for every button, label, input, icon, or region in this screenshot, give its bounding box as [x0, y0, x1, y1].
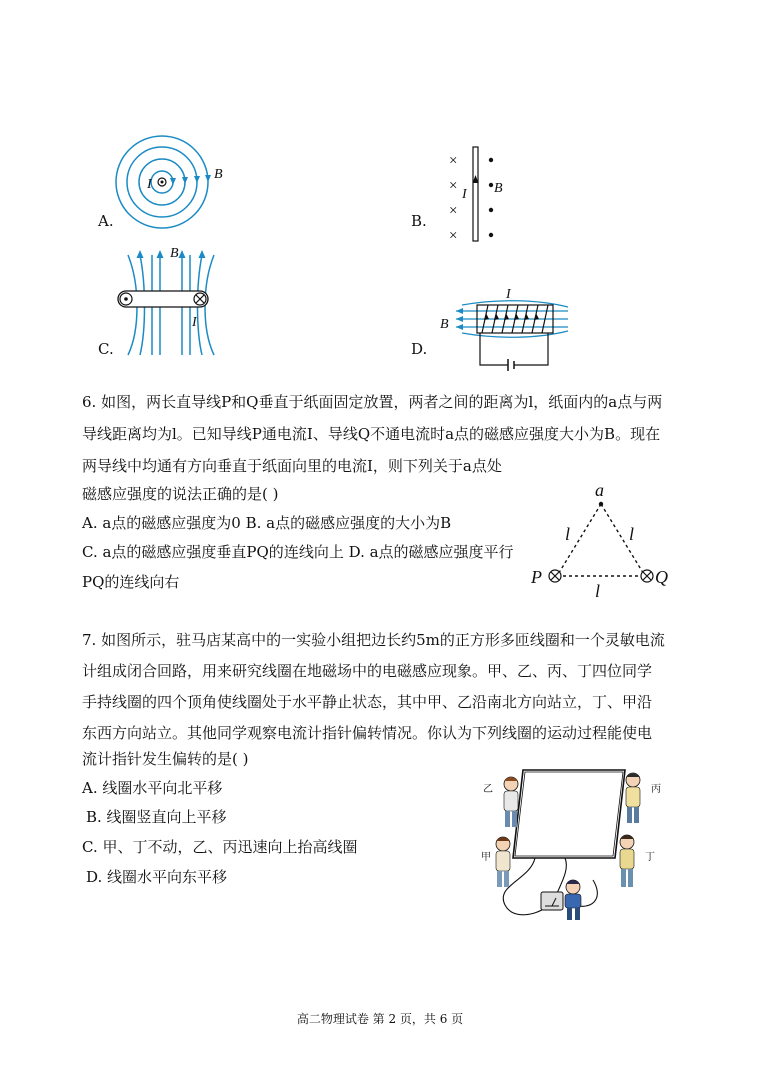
- fig-d-field-label: B: [440, 317, 449, 332]
- q6-triangle-figure: [525, 478, 675, 603]
- q6-point-q: Q: [655, 567, 668, 587]
- q6-options-cd: C. a点的磁感应强度垂直PQ的连线向上 D. a点的磁感应强度平行: [82, 543, 514, 561]
- svg-text:×: ×: [449, 203, 458, 219]
- q7-option-b: B. 线圈竖直向上平移: [86, 808, 227, 826]
- svg-text:×: ×: [449, 178, 458, 194]
- page-footer: 高二物理试卷 第 2 页，共 6 页: [296, 1012, 464, 1026]
- fig-a-current-label: I: [147, 177, 152, 192]
- q7-line-4: 东西方向站立。其他同学观察电流计指针偏转情况。你认为下列线圈的运动过程能使电: [82, 724, 653, 742]
- fig-b-current-label: I: [462, 187, 467, 202]
- q7-label-bing: 丙: [651, 784, 661, 795]
- figure-a-circular-field: [110, 130, 240, 230]
- figure-d-solenoid: [436, 283, 576, 373]
- fig-b-field-label: B: [494, 181, 503, 196]
- q7-label-yi: 乙: [483, 784, 493, 795]
- q6-side-left: l: [565, 524, 571, 544]
- figure-c-wire-pair: [112, 240, 232, 360]
- q7-line-1: 7. 如图所示，驻马店某高中的一实验小组把边长约5m的正方形多匝线圈和一个灵敏电流: [82, 631, 665, 649]
- q6-line-4: 磁感应强度的说法正确的是( ): [82, 485, 279, 503]
- svg-text:×: ×: [449, 228, 458, 244]
- q7-line-5: 流计指针发生偏转的是( ): [82, 750, 249, 768]
- q6-line-1: 6. 如图，两长直导线P和Q垂直于纸面固定放置，两者之间的距离为l，纸面内的a点与两: [82, 393, 663, 411]
- q7-line-3: 手持线圈的四个顶角使线圈处于水平静止状态，其中甲、乙沿南北方向站立，丁、甲沿: [82, 693, 653, 711]
- figure-b-straight-wire: [443, 145, 513, 245]
- q6-side-bottom: l: [595, 581, 601, 601]
- fig-d-current-label: I: [506, 287, 511, 302]
- fig-c-current-label: I: [192, 315, 197, 330]
- q7-line-2: 计组成闭合回路，用来研究线圈在地磁场中的电磁感应现象。甲、乙、丙、丁四位同学: [82, 662, 653, 680]
- fig-a-field-label: B: [214, 167, 223, 182]
- q6-options-ab: A. a点的磁感应强度为0 B. a点的磁感应强度的大小为B: [82, 514, 452, 532]
- q7-label-jia: 甲: [481, 852, 491, 863]
- option-a-label: A.: [98, 212, 114, 230]
- q6-side-right: l: [629, 524, 635, 544]
- option-c-label: C.: [98, 340, 114, 358]
- q6-point-p: P: [531, 567, 542, 587]
- option-b-label: B.: [411, 212, 427, 230]
- svg-text:×: ×: [449, 153, 458, 169]
- q7-label-ding: 丁: [645, 852, 655, 863]
- q6-line-3: 两导线中均通有方向垂直于纸面向里的电流I，则下列关于a点处: [82, 457, 502, 475]
- option-d-label: D.: [411, 340, 428, 358]
- q7-option-d: D. 线圈水平向东平移: [86, 868, 228, 886]
- fig-c-field-label: B: [170, 246, 179, 261]
- q6-line-2: 导线距离均为l。已知导线P通电流I、导线Q不通电流时a点的磁感应强度大小为B。现在: [82, 425, 661, 443]
- q6-point-a: a: [595, 480, 604, 500]
- q7-coil-figure: [475, 760, 675, 930]
- q7-option-c: C. 甲、丁不动，乙、丙迅速向上抬高线圈: [82, 838, 358, 856]
- q7-option-a: A. 线圈水平向北平移: [82, 779, 223, 797]
- q6-option-d-continued: PQ的连线向右: [82, 573, 180, 591]
